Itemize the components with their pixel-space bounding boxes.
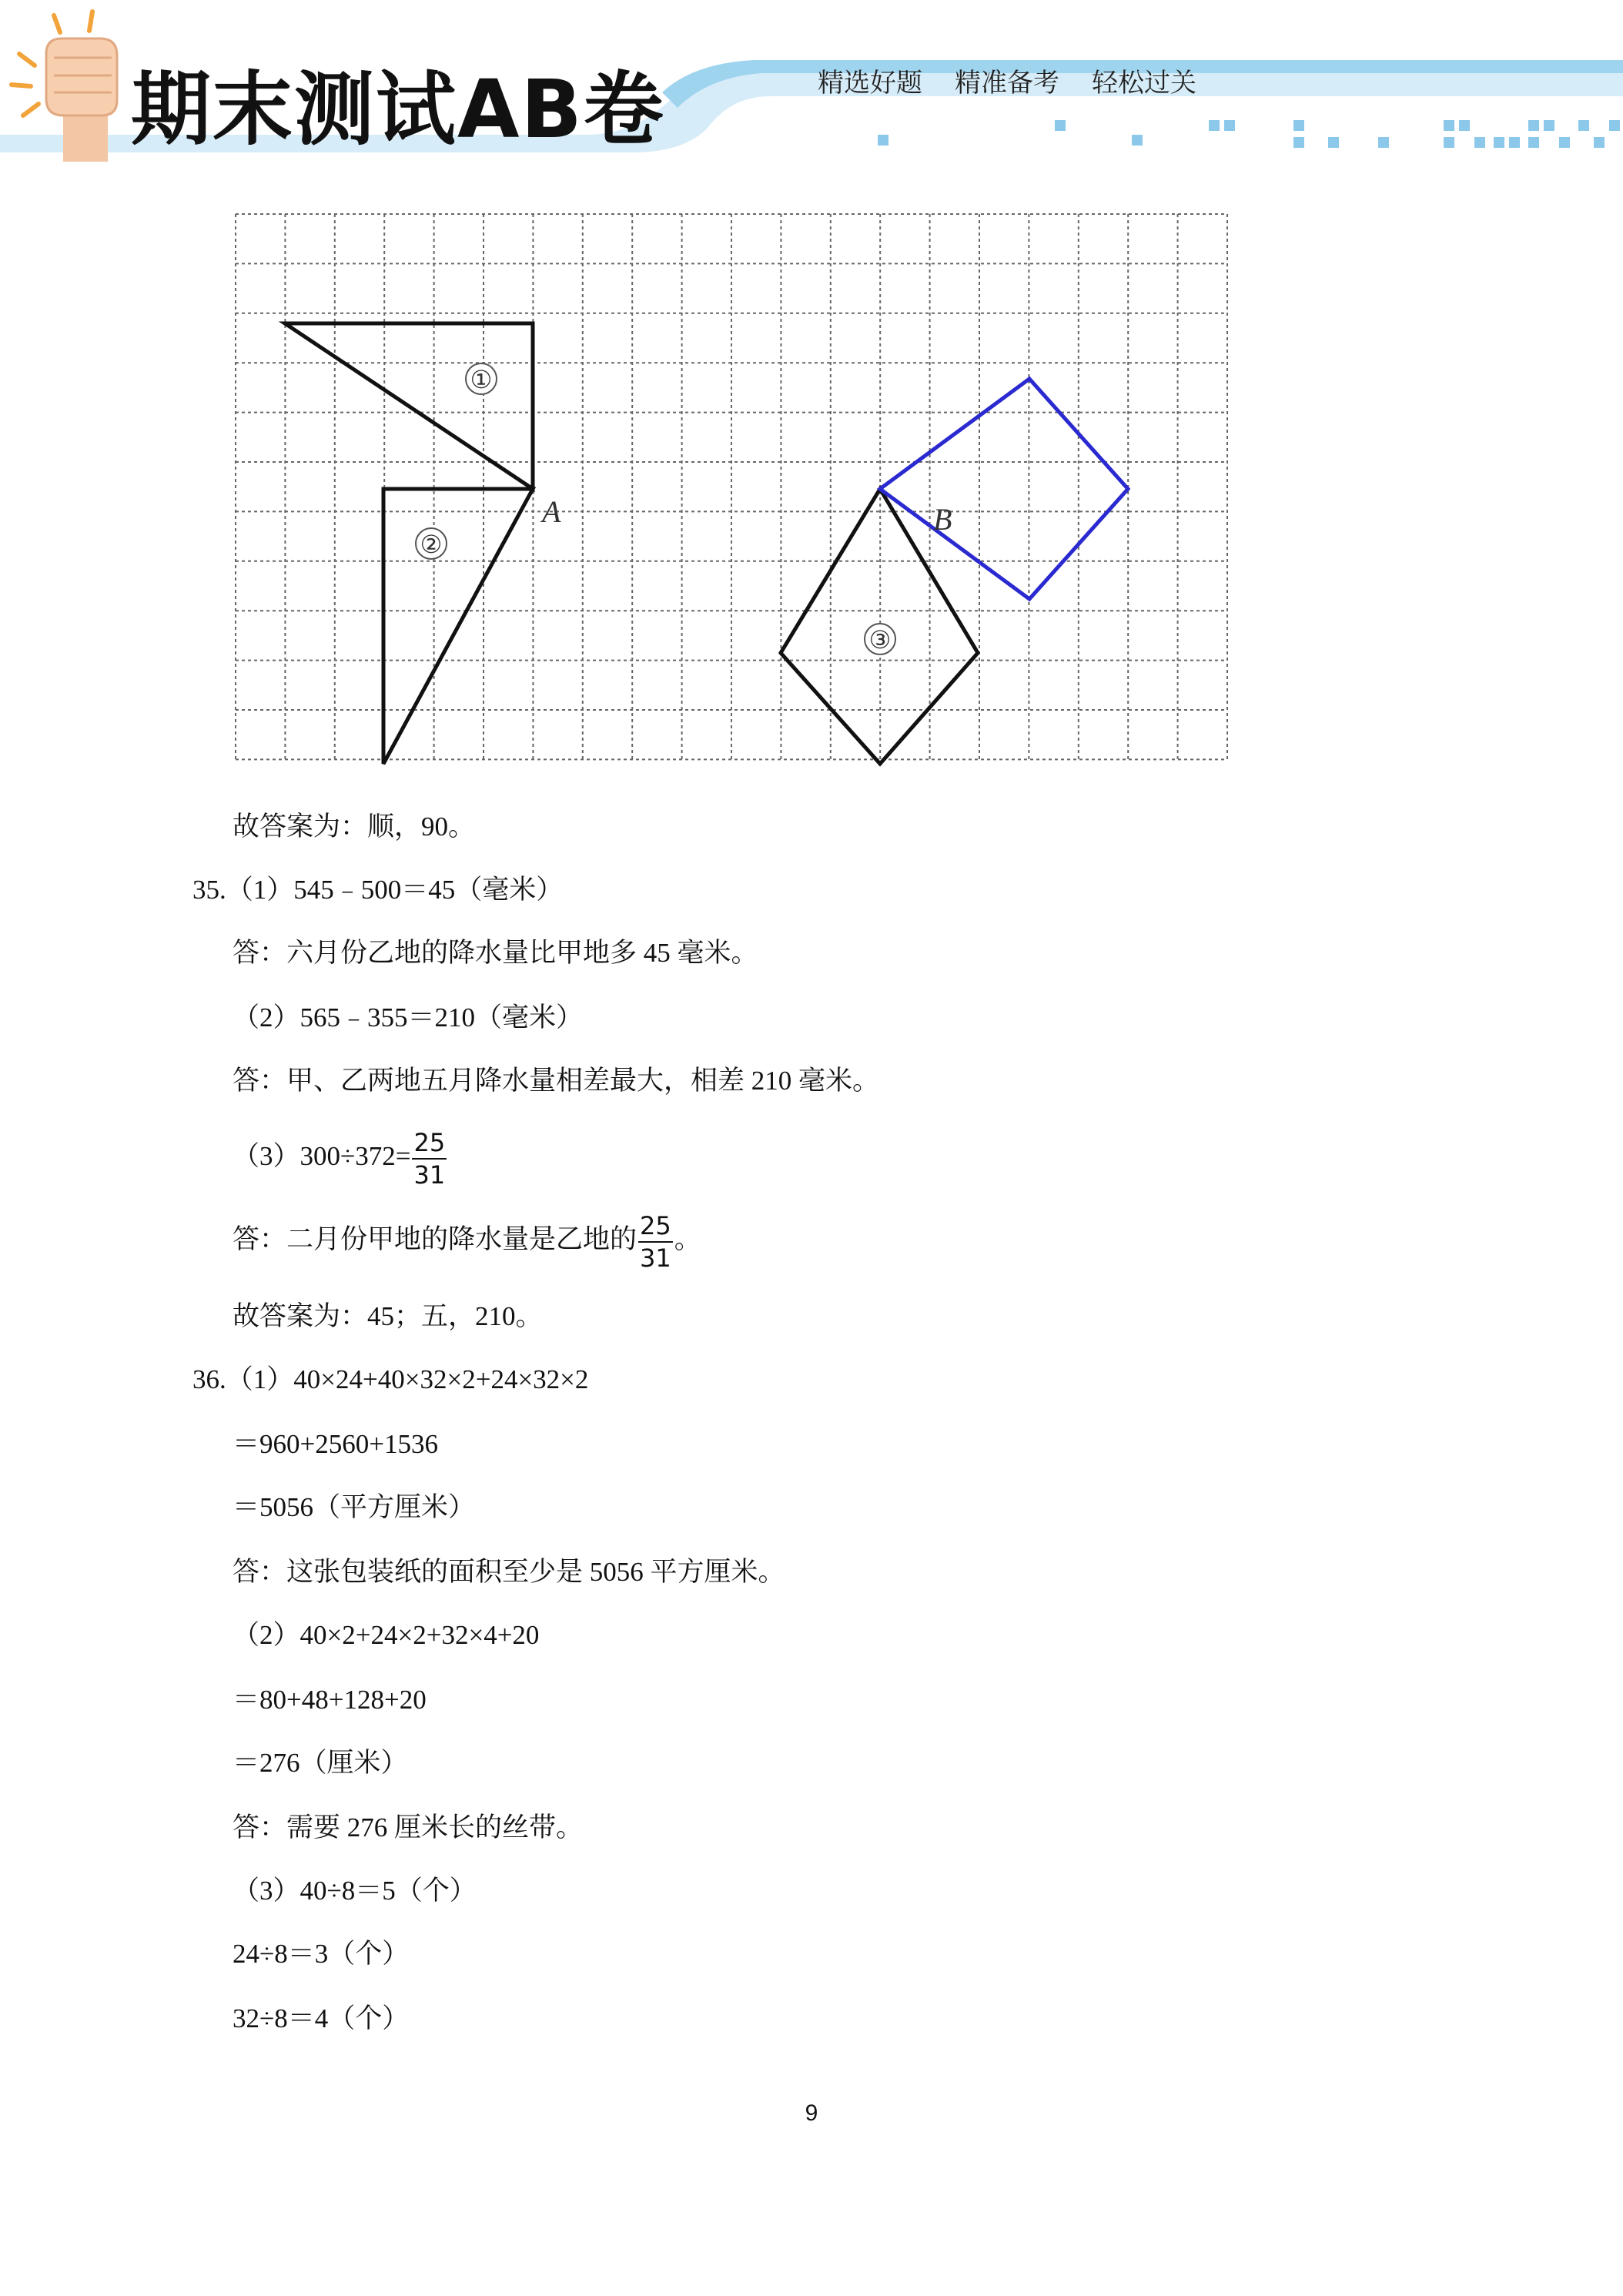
q36-step5: 24÷8＝3（个）	[233, 1939, 410, 1969]
q35-answer3	[233, 1211, 701, 1273]
circle-label-1	[466, 363, 497, 394]
fraction-denominator: 31	[640, 1243, 671, 1273]
q35-answer3-prefix: 答：二月份甲地的降水量是乙地的	[233, 1224, 637, 1255]
q36-step6: 32÷8＝4（个）	[233, 2003, 410, 2033]
fraction-denominator: 31	[413, 1160, 446, 1190]
page-header	[0, 0, 1623, 162]
svg-text:②: ②	[420, 530, 443, 558]
page-number: 9	[805, 2100, 818, 2126]
q35-part2: （2）565﹣355＝210（毫米）	[233, 1002, 584, 1033]
q36-answer2: 答：需要 276 厘米长的丝带。	[233, 1812, 584, 1842]
q35-answer1: 答：六月份乙地的降水量比甲地多 45 毫米。	[233, 938, 758, 968]
svg-text:①: ①	[470, 366, 493, 393]
rotation-grid-diagram	[231, 208, 1247, 778]
q35-answer3-suffix: 。	[674, 1224, 701, 1255]
q35-part1: 35.（1）545﹣500＝45（毫米）	[192, 875, 564, 905]
q35-answer2: 答：甲、乙两地五月降水量相差最大，相差 210 毫米。	[233, 1066, 880, 1096]
fraction	[412, 1128, 447, 1190]
point-b-label: B	[933, 502, 952, 537]
page-title: 期末测试AB卷	[131, 62, 665, 156]
slogan-3: 轻松过关	[1092, 68, 1196, 99]
slogan-1: 精选好题	[818, 68, 922, 99]
q35-conclusion: 故答案为：45；五，210。	[233, 1301, 543, 1331]
q36-step2: ＝5056（平方厘米）	[233, 1492, 476, 1522]
triangle-2	[383, 489, 533, 764]
circle-label-2	[416, 528, 447, 559]
q35-part3-prefix: （3）300÷372=	[233, 1141, 411, 1172]
point-a-label: A	[542, 494, 561, 529]
q36-answer1: 答：这张包装纸的面积至少是 5056 平方厘米。	[233, 1557, 785, 1587]
decorative-squares	[878, 120, 1620, 148]
triangle-1	[285, 323, 533, 489]
fraction	[638, 1211, 673, 1273]
slogan-2: 精准备考	[955, 68, 1059, 99]
q36-part3: （3）40÷8＝5（个）	[233, 1876, 477, 1906]
circle-label-3	[865, 624, 895, 654]
q36-step3: ＝80+48+128+20	[233, 1685, 427, 1715]
q34-conclusion: 故答案为：顺，90。	[233, 812, 476, 842]
fraction-numerator: 25	[412, 1130, 447, 1160]
fraction-numerator: 25	[638, 1213, 673, 1243]
q36-part2: （2）40×2+24×2+32×4+20	[233, 1620, 540, 1650]
rotated-quadrilateral	[880, 379, 1128, 599]
q35-part3	[233, 1128, 448, 1190]
q36-step4: ＝276（厘米）	[233, 1748, 408, 1778]
q36-part1: 36.（1）40×24+40×32×2+24×32×2	[192, 1364, 589, 1394]
q36-step1: ＝960+2560+1536	[233, 1429, 438, 1459]
svg-text:③: ③	[868, 626, 892, 654]
grid-figure	[231, 208, 1247, 782]
